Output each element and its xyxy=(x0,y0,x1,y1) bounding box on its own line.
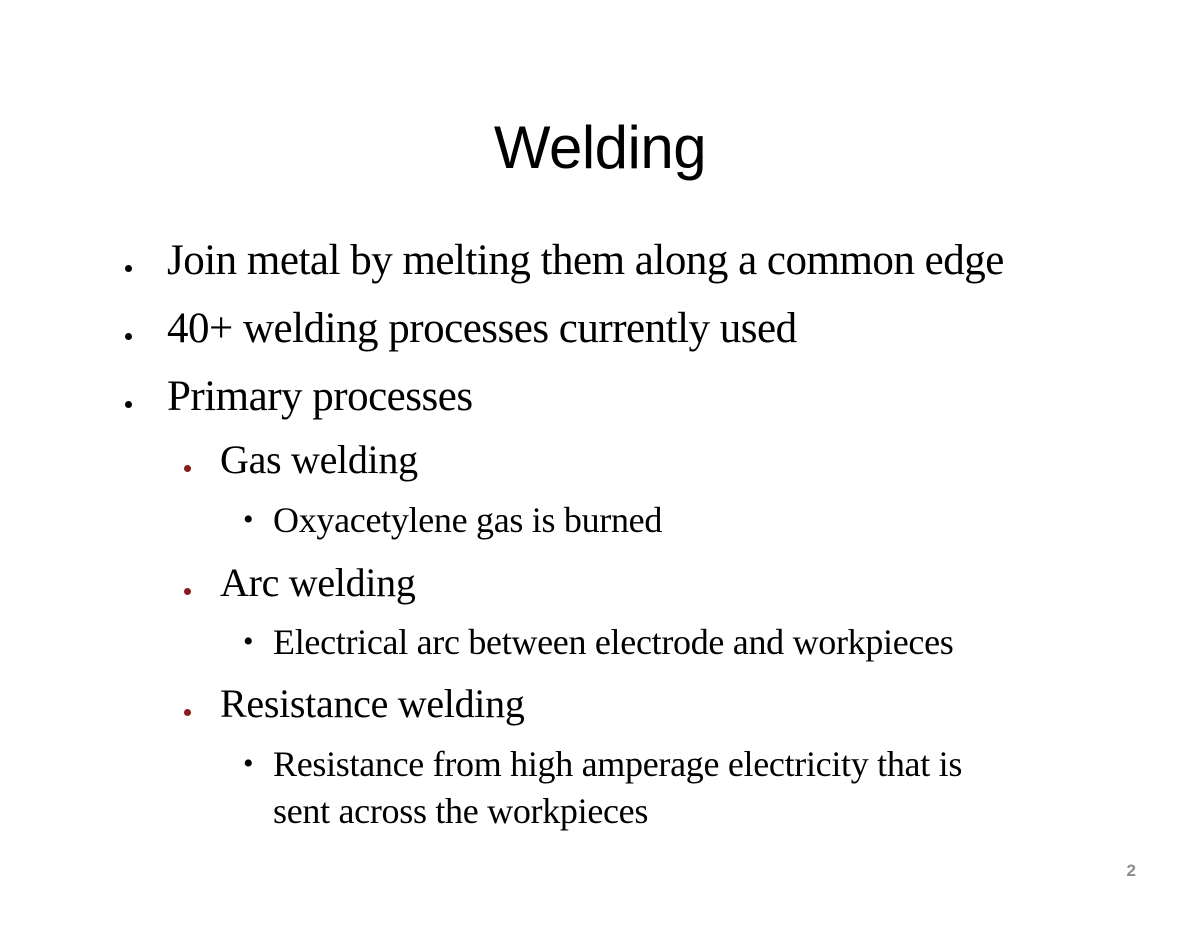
bullet-dot xyxy=(125,401,132,408)
sub-sub-bullet-dot: • xyxy=(243,503,254,536)
bullet-dot xyxy=(125,265,132,272)
slide-title: Welding xyxy=(493,114,707,181)
page-number: 2 xyxy=(1126,861,1136,880)
sub-bullet-dot xyxy=(184,465,191,472)
sub-sub-bullet-text-line: Resistance from high amperage electricity that is xyxy=(273,744,963,784)
sub-sub-bullet-text: Electrical arc between electrode and workpieces xyxy=(273,622,954,662)
sub-sub-bullet-text-line: sent across the workpieces xyxy=(273,791,649,831)
sub-sub-bullet-dot: • xyxy=(243,625,254,658)
sub-bullet-text: Arc welding xyxy=(220,560,416,605)
sub-bullet-dot xyxy=(184,588,191,595)
sub-sub-bullet-dot: • xyxy=(243,747,254,780)
bullet-dot xyxy=(125,333,132,340)
sub-sub-bullet-text: Oxyacetylene gas is burned xyxy=(273,500,663,540)
sub-bullet-dot xyxy=(184,709,191,716)
sub-bullet-text: Resistance welding xyxy=(220,681,525,726)
bullet-text: Join metal by melting them along a common edge xyxy=(167,237,1004,284)
bullet-text: 40+ welding processes currently used xyxy=(167,305,797,352)
sub-bullet-text: Gas welding xyxy=(220,437,418,482)
bullet-text: Primary processes xyxy=(167,373,473,420)
